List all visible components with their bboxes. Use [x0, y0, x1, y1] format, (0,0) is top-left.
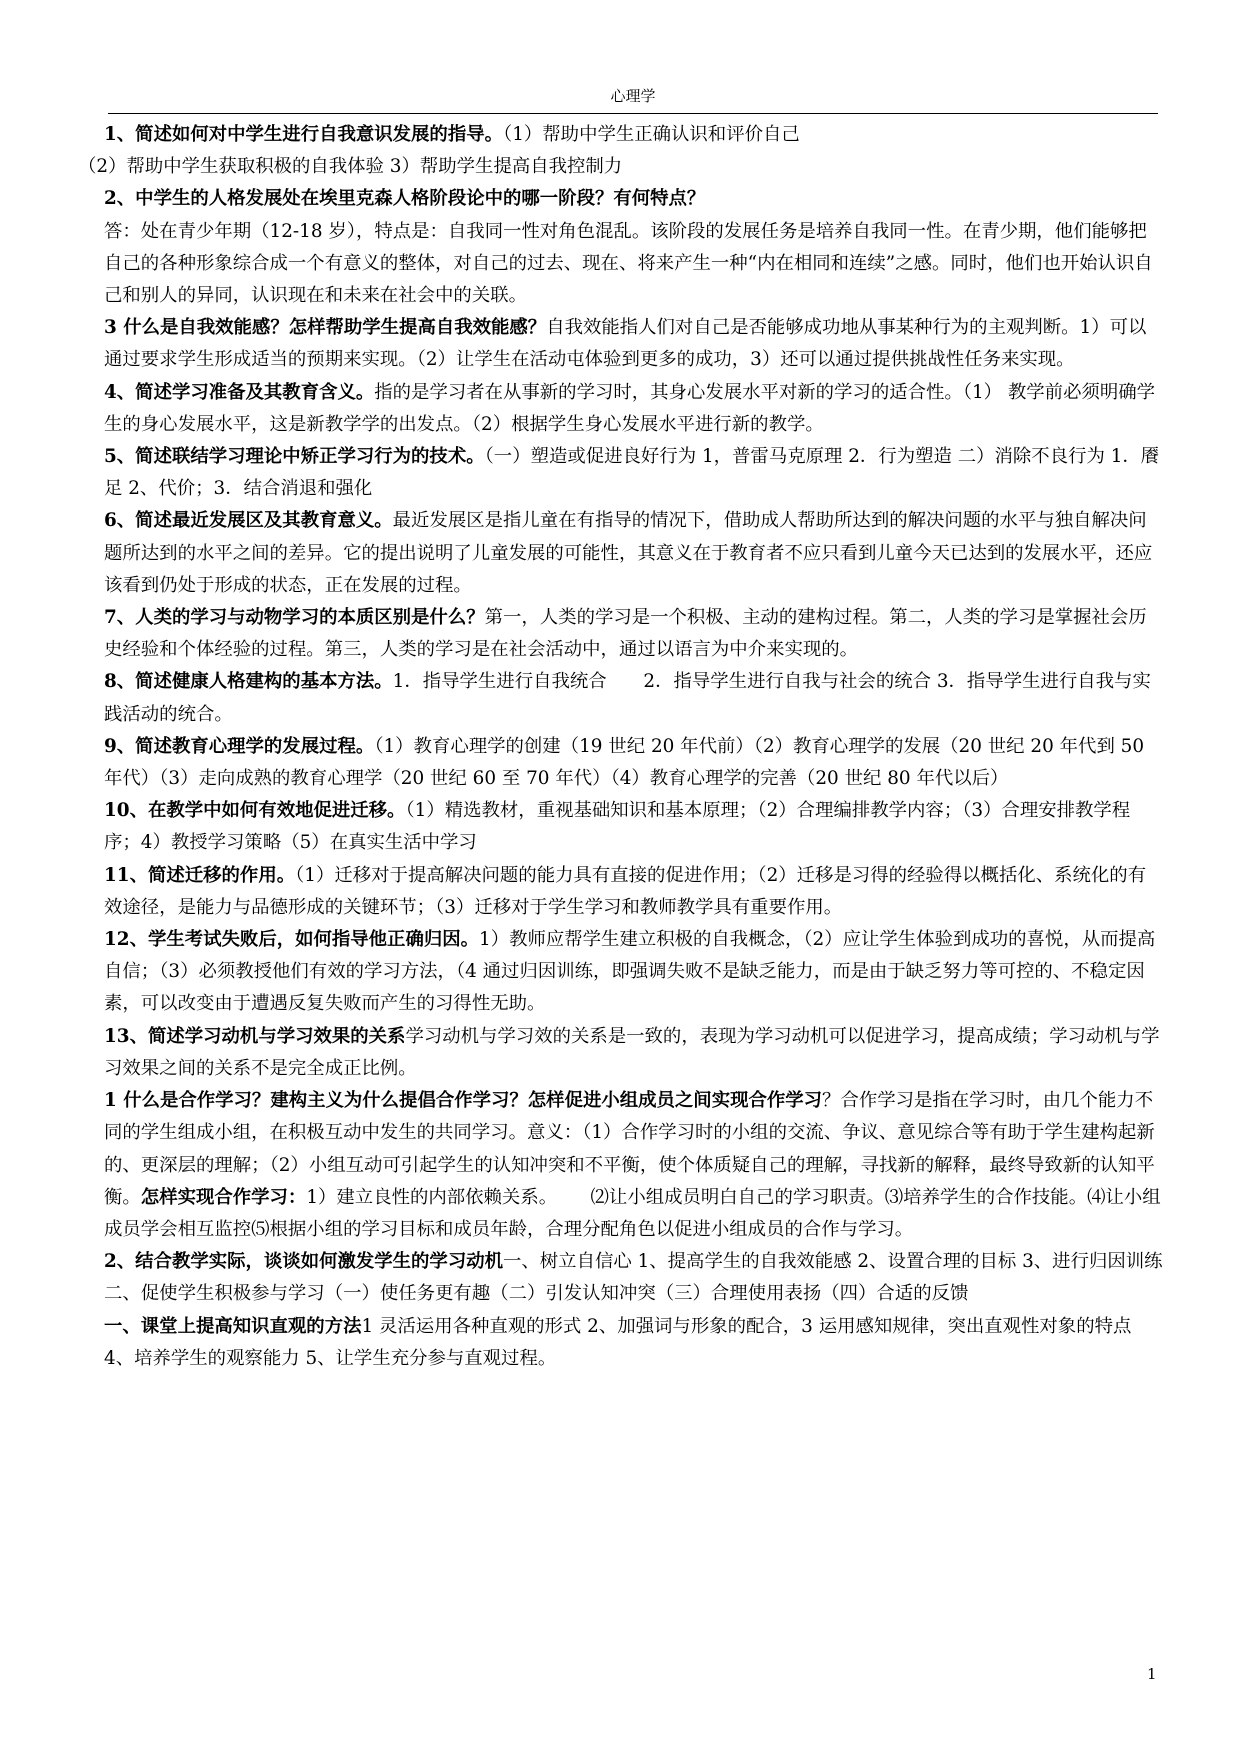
answer-1: （1）帮助中学生正确认识和评价自己: [503, 124, 800, 145]
header-rule: [108, 113, 1158, 114]
answer-14b: 1）建立良性的内部依赖关系。 ⑵让小组成员明白自己的学习职责。⑶培养学生的合作技能。⑷让小组成员学会相互监控⑸根据小组的学习目标和成员年龄，合理分配角色以促进小组成员的合作与学习。: [104, 1186, 1161, 1240]
answer-8: 1．指导学生进行自我统合 2．指导学生进行自我与社会的统合 3．指导学生进行自我与实践活动的统合。: [104, 671, 1151, 725]
page-header: 心理学: [610, 87, 656, 105]
answer-4: 指的是学习者在从事新的学习时，其身心发展水平对新的学习的适合性。（1） 教学前必须明确学生的身心发展水平，这是新教学学的出发点。（2）根据学生身心发展水平进行新的教学。: [104, 381, 1156, 435]
answer-7: 第一，人类的学习是一个积极、主动的建构过程。第二，人类的学习是掌握社会历史经验和个体经验的过程。第三，人类的学习是在社会活动中，通过以语言为中介来实现的。: [104, 607, 1147, 661]
paragraph-1-cont: [78, 151, 1163, 183]
answer-12: 1）教师应帮学生建立积极的自我概念，（2）应让学生体验到成功的喜悦，从而提高自信；（3）必须教授他们有效的学习方法，（4 通过归因训练，即强调失败不是缺乏能力，而是由于缺乏努力等可控的、不稳定因素，可以改变由于遭遇反复失败而产生的习得性无助。: [104, 929, 1156, 1015]
answer-1-cont: （2）帮助中学生获取积极的自我体验 3）帮助学生提高自我控制力: [78, 156, 623, 178]
answer-10: （1）精选教材，重视基础知识和基本原理；（2）合理编排教学内容；（3）合理安排教学程序；4）教授学习策略（5）在真实生活中学习: [104, 800, 1131, 854]
question-3: 3 什么是自我效能感？怎样帮助学生提高自我效能感？: [104, 317, 547, 339]
document-body: [78, 119, 1163, 1375]
paragraph-14: [78, 1085, 1163, 1246]
question-2: 2、中学生的人格发展处在埃里克森人格阶段论中的哪一阶段？有何特点？: [104, 188, 706, 210]
question-14b: 怎样实现合作学习：: [140, 1186, 307, 1208]
paragraph-4: [78, 377, 1163, 441]
paragraph-7: [78, 602, 1163, 666]
question-6: 6、简述最近发展区及其教育意义。: [104, 510, 393, 532]
paragraph-5: [78, 441, 1163, 505]
question-13: 13、简述学习动机与学习效果的关系: [104, 1025, 406, 1047]
paragraph-8: [78, 666, 1163, 730]
answer-11: （1）迁移对于提高解决问题的能力具有直接的促进作用；（2）迁移是习得的经验得以概括化、系统化的有效途径，是能力与品德形成的关键环节；（3）迁移对于学生学习和教师教学具有重要作用。: [104, 864, 1147, 918]
answer-3: 自我效能指人们对自己是否能够成功地从事某种行为的主观判断。1）可以通过要求学生形成适当的预期来实现。（2）让学生在活动屯体验到更多的成功，3）还可以通过提供挑战性任务来实现。: [104, 317, 1147, 371]
answer-5: （一）塑造或促进良好行为 1，普雷马克原理 2．行为塑造 二）消除不良行为 1．餍足 2、代价；3．结合消退和强化: [104, 446, 1160, 500]
paragraph-6: [78, 505, 1163, 602]
question-1: 1、简述如何对中学生进行自我意识发展的指导。: [104, 124, 503, 145]
paragraph-9: [78, 731, 1163, 795]
question-16: 一、课堂上提高知识直观的方法: [104, 1315, 362, 1337]
paragraph-3: [78, 312, 1163, 376]
question-15: 2、结合教学实际，谈谈如何激发学生的学习动机: [104, 1251, 503, 1273]
paragraph-16: [78, 1311, 1163, 1375]
paragraph-1: [78, 119, 1163, 151]
question-14: 1 什么是合作学习？建构主义为什么提倡合作学习？怎样促进小组成员之间实现合作学习: [104, 1090, 823, 1112]
answer-6: 最近发展区是指儿童在有指导的情况下，借助成人帮助所达到的解决问题的水平与独自解决问题所达到的水平之间的差异。它的提出说明了儿童发展的可能性，其意义在于教育者不应只看到儿童今天已达到的发展水平，还应该看到仍处于形成的状态，正在发展的过程。: [104, 510, 1153, 596]
question-11: 11、简述迁移的作用。: [104, 864, 296, 886]
page-number: 1: [1147, 1665, 1157, 1683]
paragraph-11: [78, 860, 1163, 924]
answer-2: 答：处在青少年期（12-18 岁），特点是：自我同一性对角色混乱。该阶段的发展任务是培养自我同一性。在青少期，他们能够把自己的各种形象综合成一个有意义的整体，对自己的过去、现在、将来产生一种“内在相同和连续”之感。同时，他们也开始认识自己和别人的异同，认识现在和未来在社会中的关联。: [104, 220, 1153, 307]
paragraph-15: [78, 1246, 1163, 1310]
paragraph-2-answer: [78, 216, 1163, 313]
question-4: 4、简述学习准备及其教育含义。: [104, 381, 375, 403]
question-8: 8、简述健康人格建构的基本方法。: [104, 671, 393, 693]
answer-16: 1 灵活运用各种直观的形式 2、加强词与形象的配合，3 运用感知规律，突出直观性对象的特点 4、培养学生的观察能力 5、让学生充分参与直观过程。: [104, 1315, 1132, 1369]
question-10: 10、在教学中如何有效地促进迁移。: [104, 800, 406, 822]
paragraph-10: [78, 795, 1163, 859]
question-12: 12、学生考试失败后，如何指导他正确归因。: [104, 929, 480, 951]
question-9: 9、简述教育心理学的发展过程。: [104, 735, 375, 757]
answer-13: 学习动机与学习效的关系是一致的，表现为学习动机可以促进学习，提高成绩；学习动机与学习效果之间的关系不是完全成正比例。: [104, 1025, 1160, 1079]
answer-14: ？合作学习是指在学习时，由几个能力不同的学生组成小组，在积极互动中发生的共同学习。意义：（1）合作学习时的小组的交流、争议、意见综合等有助于学生建构起新的、更深层的理解；（2）小组互动可引起学生的认知冲突和不平衡，使个体质疑自己的理解，寻找新的解释，最终导致新的认知平衡。: [104, 1090, 1155, 1208]
paragraph-2: [78, 183, 1163, 215]
question-5: 5、简述联结学习理论中矫正学习行为的技术。: [104, 446, 485, 468]
paragraph-13: [78, 1021, 1163, 1085]
question-7: 7、人类的学习与动物学习的本质区别是什么？: [104, 607, 485, 629]
paragraph-12: [78, 924, 1163, 1021]
answer-15: 一、树立自信心 1、提高学生的自我效能感 2、设置合理的目标 3、进行归因训练二、促使学生积极参与学习（一）使任务更有趣（二）引发认知冲突（三）合理使用表扬（四）合适的反馈: [104, 1251, 1163, 1305]
answer-9: （1）教育心理学的创建（19 世纪 20 年代前）（2）教育心理学的发展（20 世纪 20 年代到 50 年代）（3）走向成熟的教育心理学（20 世纪 60 至 70 年代）（4）教育心理学的完善（20 世纪 80 年代以后）: [104, 735, 1145, 790]
